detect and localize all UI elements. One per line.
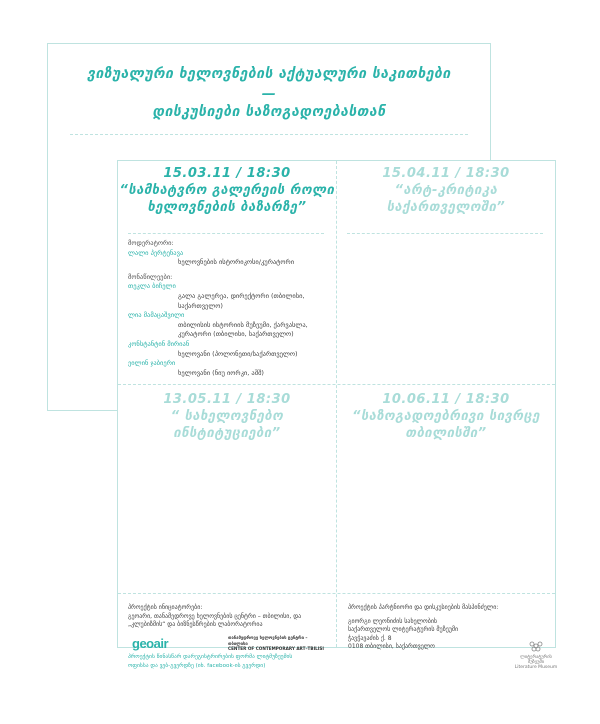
initiators-block: [128, 604, 328, 630]
participant-2-name: ლია მამაცაშვილი: [128, 311, 185, 320]
horizontal-fold-line: [118, 384, 555, 385]
panel-2-date: 15.04.11 / 18:30: [382, 166, 510, 181]
partner-line3: ჭავჭავაძის ქ. 8: [348, 634, 392, 642]
panel-4-date: 10.06.11 / 18:30: [382, 392, 510, 407]
center-name-ka: თანამედროვე ხელოვნების ცენტრი – თბილისი: [228, 635, 308, 646]
partner-line1: გიორგი ლეონიძის სახელობის: [348, 617, 438, 625]
museum-logo-ka: ლიტერატურის მუზეუმი: [520, 655, 552, 665]
participant-2-desc-2: კურატორი (თბილისი, საქართველო): [178, 330, 294, 339]
moderator-desc: ხელოვნების ისტორიკოსი/კურატორი: [178, 258, 295, 267]
initiators-heading: პროექტის ინიციატორები:: [128, 604, 203, 611]
program-details: [128, 239, 328, 378]
registration-line1: პროექტის წინასწარ დარეგისტრირების ფორმა ლიტმუზეუმის: [128, 654, 293, 660]
participant-1-desc-1: გალა გალერეა, დირექტორი (თბილისი,: [178, 291, 305, 300]
participant-4-desc-1: ხელოვანი (ნიუ იორკი, აშშ): [178, 368, 264, 377]
center-name: [228, 635, 328, 652]
literature-museum-logo: [513, 639, 559, 670]
front-sheet: [117, 160, 558, 670]
panel-3-title-line1: “ სახელოვნებო: [170, 409, 284, 424]
panel-1-title-line1: “სამხატვრო გალერეის როლი: [119, 183, 335, 198]
participants-label: მონაწილეები:: [128, 272, 173, 281]
panel-1-title-line2: ხელოვნების ბაზარზე”: [147, 200, 307, 215]
registration-note: [128, 653, 333, 670]
panel-3-date: 13.05.11 / 18:30: [163, 392, 291, 407]
participant-3-desc-1: ხელოვანი (პოლონეთი/საქართველო): [178, 349, 298, 358]
panel-1-divider: [128, 233, 324, 234]
panel-4-title-line2: თბილისში”: [405, 426, 487, 441]
center-name-en: CENTER OF CONTEMPORARY ART–TBILISI: [228, 646, 324, 652]
flower-icon: [525, 639, 547, 653]
back-title-dash: —: [261, 86, 277, 102]
panel-4-title-line1: “საზოგადოებრივი სივრცე: [352, 409, 540, 424]
partner-heading: პროექტის პარტნიორი და დისკუსიების მასპინძელი:: [348, 604, 499, 611]
partner-line2: საქართველოს ლიტერატურის მუზეუმი: [348, 626, 459, 634]
panel-1-heading: [118, 165, 336, 216]
back-title-line1: ვიზუალური ხელოვნების აქტუალური საკითხები: [87, 66, 451, 82]
participant-2-desc-1: თბილისის ისტორიის მუზეუმი, ქარვასლა,: [178, 320, 308, 329]
panel-2-title-line2: საქართველოში”: [386, 200, 506, 215]
initiators-line1: გეოარი, თანამედროვე ხელოვნების ცენტრი – თბილისი, და: [128, 612, 302, 620]
footer-fold-line: [118, 593, 555, 594]
participant-4-name: ეილინ ჯაბიერი: [128, 359, 176, 368]
panel-2-divider: [347, 233, 543, 234]
museum-logo-en: Literature Museum: [514, 665, 558, 670]
geoair-logo: geoair: [132, 636, 169, 651]
panel-2-heading: [337, 165, 555, 216]
registration-line2: ოფისსა და ვებ-გვერდზე (იხ. facebook-ის გვერდი): [128, 662, 266, 669]
initiators-line2: „კლუბიზმის“ და ბიზნესწრების ლაბორატორია: [128, 621, 263, 629]
panel-3-heading: [118, 391, 336, 442]
back-divider: [70, 134, 468, 135]
partner-line4: 0108 თბილისი, საქართველო: [348, 643, 435, 651]
participant-1-desc-2: საქართველო): [178, 301, 223, 310]
panel-2-title-line1: “არტ-კრიტიკა: [394, 183, 498, 198]
moderator-label: მოდერატორი:: [128, 239, 174, 247]
panel-1-date: 15.03.11 / 18:30: [163, 166, 291, 181]
back-title-line2: დისკუსიები საზოგადოებასთან: [152, 104, 386, 120]
panel-3-title-line2: ინსტიტუციები”: [173, 426, 281, 441]
participant-1-name: თეკლა ბიჩელი: [128, 282, 176, 291]
panel-4-heading: [337, 391, 555, 442]
participant-3-name: კონსტანტინ მირიან: [128, 339, 190, 348]
moderator-name: ლალი პერტენავა: [128, 248, 184, 257]
